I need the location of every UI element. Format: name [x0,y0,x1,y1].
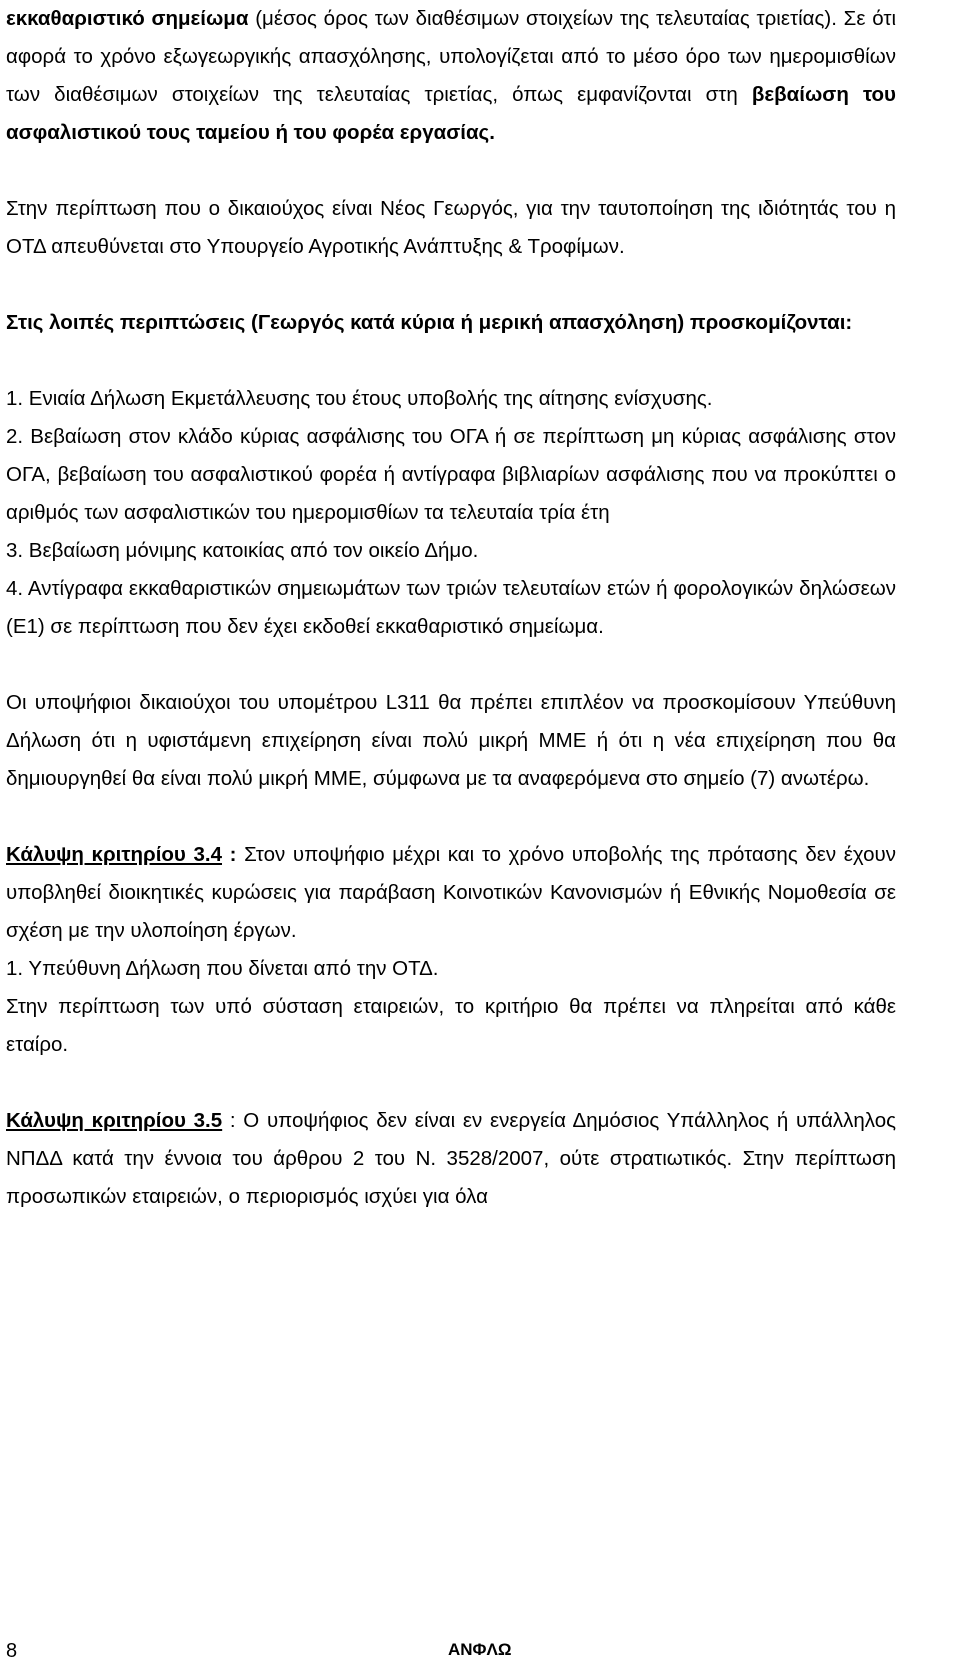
paragraph-criterion-3-4 [6,836,896,950]
page-number: 8 [6,1640,18,1662]
list-item-4: 4. Αντίγραφα εκκαθαριστικών σημειωμάτων των τριών τελευταίων ετών ή φορολογικών δηλώσεων (Ε1) σε περίπτωση που δεν έχει εκδοθεί εκκαθαριστικό σημείωμα. [6,577,896,638]
criterion-3-4-separator: : [222,843,245,866]
heading-other-cases: Στις λοιπές περιπτώσεις (Γεωργός κατά κύρια ή μερική απασχόληση) προσκομίζονται: [6,311,853,334]
paragraph-income-text: (μέσος όρος των διαθέσιμων στοιχείων της τελευταίας τριετίας). Σε ότι αφορά το χρόνο εξωγεωργικής απασχόλησης, υπολογίζεται από το μέσο όρο των ημερομισθίων των διαθέσιμων στοιχείων της τελευταίας τριετίας, όπως εμφανίζονται στη [6,7,896,106]
criterion-3-4-item-1: 1. Υπεύθυνη Δήλωση που δίνεται από την ΟΤΔ. [6,957,439,980]
criterion-3-5-label: Κάλυψη κριτηρίου 3.5 [6,1109,223,1132]
bold-insurance-certificate: βεβαίωση του ασφαλιστικού τους ταμείου ή του φορέα εργασίας. [6,83,896,144]
paragraph-l311: Οι υποψήφιοι δικαιούχοι του υπομέτρου L311 θα πρέπει επιπλέον να προσκομίσουν Υπεύθυνη Δήλωση ότι η υφιστάμενη επιχείρηση είναι πολύ μικρή ΜΜΕ ή ότι η νέα επιχείρηση που θα δημιουργηθεί θα είναι πολύ μικρή ΜΜΕ, σύμφωνα με τα αναφερόμενα στο σημείο (7) ανωτέρω. [6,691,896,790]
list-item-3: 3. Βεβαίωση μόνιμης κατοικίας από τον οικείο Δήμο. [6,539,479,562]
list-item-2: 2. Βεβαίωση στον κλάδο κύριας ασφάλισης του ΟΓΑ ή σε περίπτωση μη κύριας ασφάλισης στον ΟΓΑ, βεβαίωση του ασφαλιστικού φορέα ή αντίγραφα βιβλιαρίων ασφάλισης που να προκύπτει ο αριθμός των ασφαλιστικών του ημερομισθίων τα τελευταία τρία έτη [6,425,896,524]
criterion-3-4-note: Στην περίπτωση των υπό σύσταση εταιρειών, το κριτήριο θα πρέπει να πληρείται από κάθε εταίρο. [6,995,896,1056]
list-item-1: 1. Ενιαία Δήλωση Εκμετάλλευσης του έτους υποβολής της αίτησης ενίσχυσης. [6,387,713,410]
bold-clearance-note: εκκαθαριστικό σημείωμα [6,7,249,30]
document-page [6,0,896,1216]
paragraph-income [6,0,896,152]
criterion-3-5-text: : Ο υποψήφιος δεν είναι εν ενεργεία Δημόσιος Υπάλληλος ή υπάλληλος ΝΠΔΔ κατά την έννοια του άρθρου 2 του Ν. 3528/2007, ούτε στρατιωτικός. Στην περίπτωση προσωπικών εταιρειών, ο περιορισμός ισχύει για όλα [6,1109,896,1208]
paragraph-young-farmer: Στην περίπτωση που ο δικαιούχος είναι Νέος Γεωργός, για την ταυτοποίηση της ιδιότητάς του η ΟΤΔ απευθύνεται στο Υπουργείο Αγροτικής Ανάπτυξης & Τροφίμων. [6,197,896,258]
paragraph-criterion-3-5 [6,1102,896,1216]
criterion-3-4-text: Στον υποψήφιο μέχρι και το χρόνο υποβολής της πρότασης δεν έχουν υποβληθεί διοικητικές κυρώσεις για παράβαση Κοινοτικών Κανονισμών ή Εθνικής Νομοθεσία σε σχέση με την υλοποίηση έργων. [6,843,896,942]
footer-logo: ΑΝΦΛΩ [448,1640,512,1659]
criterion-3-4-label: Κάλυψη κριτηρίου 3.4 [6,843,222,866]
